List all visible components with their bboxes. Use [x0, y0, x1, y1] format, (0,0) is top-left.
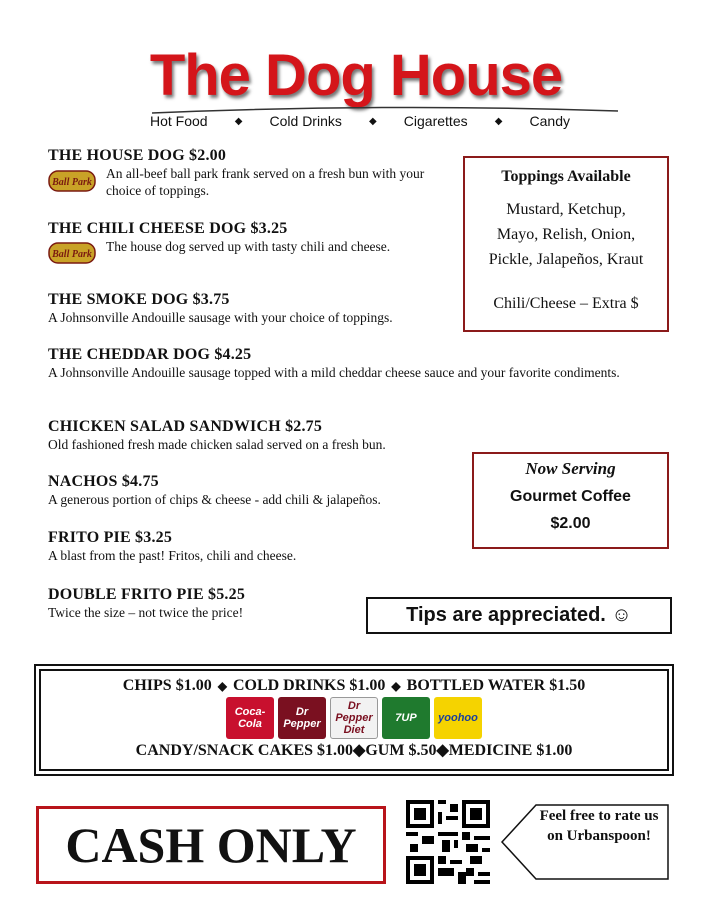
menu-item-description: Old fashioned fresh made chicken salad served on a fresh bun.: [48, 437, 386, 452]
coffee-box: [472, 452, 669, 549]
extras-item: MEDICINE $1.00: [448, 742, 573, 759]
extras-inner: [39, 669, 669, 771]
menu-item-chili-cheese-dog: [48, 220, 448, 265]
menu-item-description: A Johnsonville Andouille sausage topped with a mild cheddar cheese sauce and your favorite condiments.: [48, 365, 620, 380]
restaurant-title: The Dog House: [149, 43, 563, 108]
soda-logos: [41, 697, 667, 739]
menu-item-smoke-dog: [48, 291, 458, 326]
menu-item-cheddar-dog: [48, 346, 648, 381]
menu-item-name: THE CHEDDAR DOG $4.25: [48, 346, 252, 363]
ball-park-logo-icon: [48, 241, 96, 265]
yoohoo-logo: yoohoo: [434, 697, 482, 739]
menu-item-description: A blast from the past! Fritos, chili and cheese.: [48, 548, 297, 563]
menu-item-name: THE HOUSE DOG $2.00: [48, 147, 227, 164]
tips-box: Tips are appreciated. ☺: [366, 597, 672, 634]
menu-item-name: NACHOS $4.75: [48, 473, 159, 490]
extras-item: BOTTLED WATER $1.50: [406, 677, 586, 694]
extras-row-top: [41, 677, 667, 695]
logo-text: Ball Park: [52, 177, 92, 188]
menu-item-name: THE SMOKE DOG $3.75: [48, 291, 230, 308]
menu-item-name: FRITO PIE $3.25: [48, 529, 173, 546]
tagline-item: Hot Food: [150, 113, 208, 129]
logo-text: Ball Park: [52, 249, 92, 260]
toppings-box: [463, 156, 669, 332]
diamond-icon: ◆: [368, 115, 377, 127]
extras-item: CHIPS $1.00: [122, 677, 212, 694]
toppings-line: Pickle, Jalapeños, Kraut: [488, 251, 644, 268]
coffee-price: $2.00: [550, 515, 591, 532]
menu-item-double-frito-pie: [48, 586, 358, 621]
menu-item-description: The house dog served up with tasty chili and cheese.: [106, 239, 391, 254]
extras-row-bottom: [41, 740, 667, 760]
menu-item-nachos: [48, 473, 458, 508]
ball-park-logo-icon: [48, 169, 96, 193]
tagline: [150, 113, 570, 129]
menu-item-house-dog: [48, 147, 448, 199]
qr-code-icon[interactable]: [406, 800, 490, 884]
extras-item: CANDY/SNACK CAKES $1.00: [135, 742, 354, 759]
diet-dr-pepper-logo: Dr Pepper Diet: [330, 697, 378, 739]
extras-item: GUM $.50: [365, 742, 437, 759]
diamond-icon: ◆: [494, 115, 503, 127]
menu-item-description: A generous portion of chips & cheese - add chili & jalapeños.: [48, 492, 381, 507]
coca-cola-logo: Coca-Cola: [226, 697, 274, 739]
7up-logo: 7UP: [382, 697, 430, 739]
diamond-icon: ◆: [234, 115, 243, 127]
menu-item-frito-pie: [48, 529, 458, 564]
tagline-item: Cold Drinks: [269, 113, 342, 129]
tagline-item: Candy: [529, 113, 570, 129]
toppings-line: Mustard, Ketchup,: [506, 201, 626, 218]
menu-item-name: DOUBLE FRITO PIE $5.25: [48, 586, 246, 603]
diamond-icon: ◆: [391, 679, 401, 693]
diamond-icon: ◆: [217, 679, 227, 693]
tagline-item: Cigarettes: [403, 113, 468, 129]
toppings-heading: Toppings Available: [501, 168, 631, 185]
menu-item-name: CHICKEN SALAD SANDWICH $2.75: [48, 418, 323, 435]
menu-item-chicken-salad-sandwich: [48, 418, 458, 453]
coffee-label: Gourmet Coffee: [510, 488, 631, 505]
toppings-extra: Chili/Cheese – Extra $: [493, 295, 639, 312]
menu-item-description: An all-beef ball park frank served on a fresh bun with your choice of toppings.: [106, 166, 425, 198]
menu-item-name: THE CHILI CHEESE DOG $3.25: [48, 220, 288, 237]
diamond-icon: ◆: [353, 742, 366, 759]
menu-item-description: A Johnsonville Andouille sausage with your choice of toppings.: [48, 310, 393, 325]
cash-only-sign: CASH ONLY: [36, 806, 386, 884]
coffee-now-serving: Now Serving: [525, 459, 616, 478]
urbanspoon-rate-text[interactable]: Feel free to rate us on Urbanspoon!: [539, 808, 659, 844]
dr-pepper-logo: Dr Pepper: [278, 697, 326, 739]
extras-item: COLD DRINKS $1.00: [232, 677, 386, 694]
toppings-line: Mayo, Relish, Onion,: [496, 226, 636, 243]
diamond-icon: ◆: [436, 742, 449, 759]
menu-item-description: Twice the size – not twice the price!: [48, 605, 244, 620]
extras-box: [34, 664, 674, 776]
